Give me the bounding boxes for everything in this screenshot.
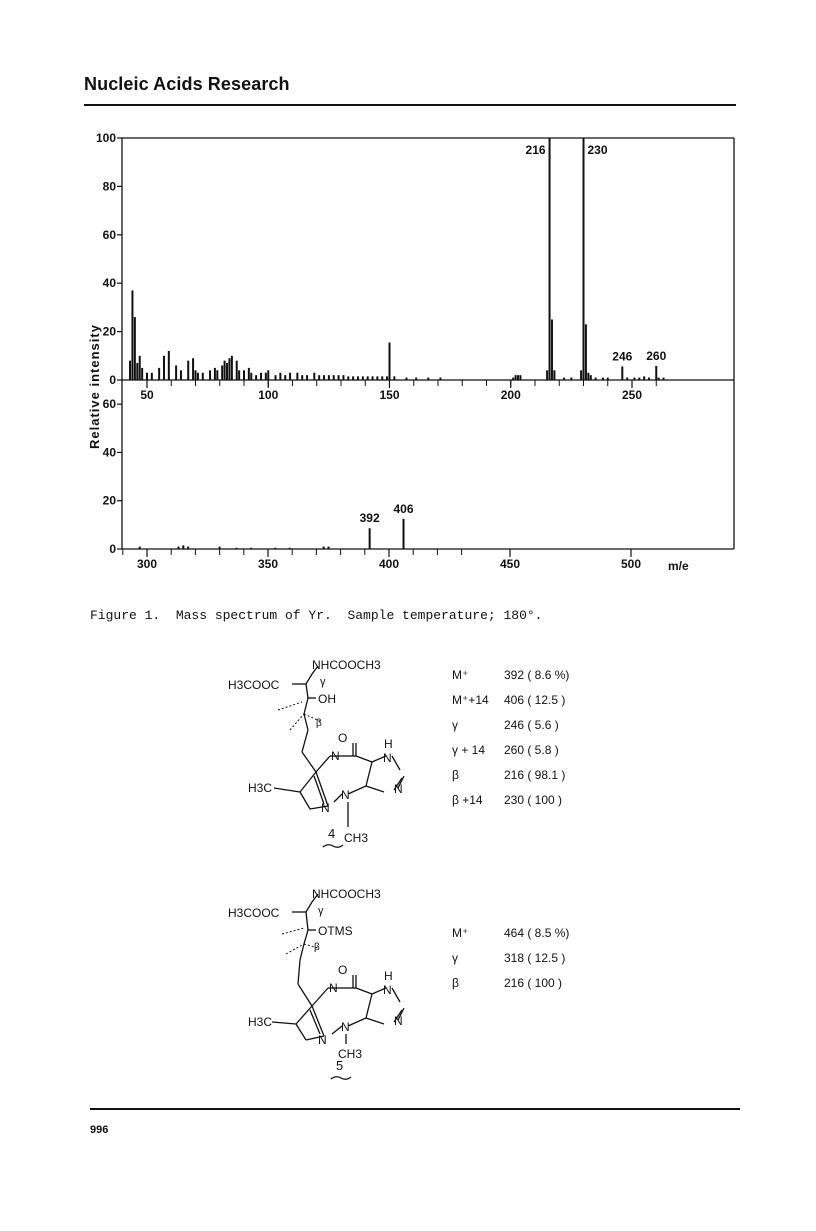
y-tick-label: 20 — [102, 324, 116, 339]
fragment-value: 464 ( 8.5 %) — [504, 926, 570, 940]
nh-label: H — [384, 737, 393, 751]
spectrum-peak — [347, 376, 349, 380]
fragment-ion: γ — [452, 718, 458, 732]
x-axis-label: m/e — [668, 559, 689, 573]
mass-spectrum-figure — [0, 0, 816, 600]
ring-n-label: N — [331, 749, 340, 763]
spectrum-peak — [231, 356, 233, 380]
fragment-value: 260 ( 5.8 ) — [504, 743, 559, 757]
compound-5-structure — [220, 884, 440, 1094]
spectrum-peak — [141, 368, 143, 380]
spectrum-peak — [549, 138, 551, 380]
fragment-value: 392 ( 8.6 %) — [504, 668, 570, 682]
spectrum-peak — [590, 375, 592, 380]
spectrum-peak — [595, 378, 597, 380]
ring-methyl-label: H3C — [248, 1015, 273, 1029]
substituent-label: OH — [318, 692, 336, 706]
spectrum-peak — [265, 373, 267, 380]
fragment-value: 406 ( 12.5 ) — [504, 693, 566, 707]
x-tick-label: 150 — [379, 388, 400, 402]
structure-labels — [228, 887, 403, 1061]
spectrum-peak — [313, 373, 315, 380]
structure-dashes — [282, 928, 318, 954]
fragment-ion: M⁺+14 — [452, 693, 489, 707]
spectrum-peak — [512, 378, 514, 380]
spectrum-peak — [585, 324, 587, 380]
spectrum-peak — [328, 375, 330, 380]
spectrum-peak — [139, 356, 141, 380]
spectrum-peak — [289, 373, 291, 380]
spectrum-peak — [131, 290, 133, 380]
ring-n-label: N — [394, 782, 403, 796]
spectrum-peak — [655, 366, 657, 380]
spectrum-peak — [301, 375, 303, 380]
y-tick-label: 100 — [95, 131, 116, 145]
spectrum-peak — [663, 378, 665, 380]
footer-rule — [90, 1108, 740, 1110]
peak-label: 246 — [612, 349, 633, 364]
spectrum-peak — [195, 370, 197, 380]
spectrum-peak — [243, 370, 245, 380]
ring-n-label: N — [318, 1033, 327, 1047]
spectrum-peak — [163, 356, 165, 380]
y-axis-label: Relative intensity — [87, 324, 102, 449]
spectrum-peak — [357, 376, 359, 380]
spectrum-peak — [151, 373, 153, 380]
spectrum-peak — [439, 378, 441, 380]
underline-tilde — [322, 842, 344, 850]
spectrum-peak — [338, 375, 340, 380]
ring-n-label: N — [341, 1020, 350, 1034]
beta-label: β — [316, 718, 322, 729]
y-tick-label: 40 — [102, 445, 116, 460]
spectrum-frame — [87, 138, 734, 549]
x-tick-label: 200 — [500, 388, 521, 402]
spectrum-peak — [260, 373, 262, 380]
spectrum-peak — [517, 375, 519, 380]
spectrum-peak — [342, 375, 344, 380]
ring-n-label: N — [329, 981, 338, 995]
fragment-ion: γ — [452, 951, 458, 965]
x-tick-label: 350 — [257, 557, 279, 571]
spectrum-peak — [279, 373, 281, 380]
spectrum-peak — [192, 358, 194, 380]
spectrum-peak — [602, 378, 604, 380]
y-tick-label: 60 — [102, 397, 116, 412]
spectrum-peak — [583, 138, 585, 380]
spectrum-peak — [267, 370, 269, 380]
page-number: 996 — [90, 1124, 109, 1136]
spectrum-peak — [553, 370, 555, 380]
spectrum-peak — [274, 548, 276, 549]
y-tick-label: 60 — [102, 227, 116, 242]
spectrum-peak — [219, 547, 221, 549]
spectrum-peak — [139, 547, 141, 549]
spectrum-peak — [607, 378, 609, 380]
spectrum-peak — [570, 378, 572, 380]
spectrum-peak — [367, 376, 369, 380]
spectrum-peak — [633, 378, 635, 380]
fragment-ion: M⁺ — [452, 926, 469, 940]
spectrum-peak — [168, 351, 170, 380]
spectrum-peak — [389, 342, 391, 380]
carbamate-label: NHCOOCH3 — [312, 658, 381, 672]
substituent-label: OTMS — [318, 924, 353, 938]
fragment-value: 230 ( 100 ) — [504, 793, 563, 807]
spectrum-peak — [658, 378, 660, 380]
fragment-value: 216 ( 100 ) — [504, 976, 563, 990]
spectrum-peak — [563, 378, 565, 380]
spectrum-peak — [519, 375, 521, 380]
spectrum-peak — [289, 548, 291, 549]
fragment-ion: β +14 — [452, 793, 483, 807]
fragment-ion: M⁺ — [452, 668, 469, 682]
x-tick-label: 400 — [378, 557, 400, 571]
spectrum-peak — [362, 376, 364, 380]
spectrum-peak — [626, 378, 628, 380]
spectrum-peak — [352, 376, 354, 380]
fragment-value: 246 ( 5.6 ) — [504, 718, 559, 732]
spectrum-peak — [546, 370, 548, 380]
n-methyl-label: CH3 — [338, 1047, 363, 1061]
spectrum-peak — [587, 373, 589, 380]
spectrum-peak — [177, 547, 179, 549]
spectrum-peak — [427, 378, 429, 380]
spectrum-peak — [376, 376, 378, 380]
y-tick-label: 0 — [109, 542, 116, 556]
x-tick-label: 500 — [620, 557, 642, 571]
peak-label: 230 — [587, 143, 608, 157]
fragment-ion: β — [452, 976, 459, 990]
spectrum-peak — [226, 363, 228, 380]
gamma-label: γ — [318, 905, 324, 917]
ring-n-label: N — [394, 1014, 403, 1028]
figure-caption: Figure 1. Mass spectrum of Yr. Sample temperature; 180°. — [90, 608, 543, 623]
y-tick-label: 40 — [102, 276, 116, 291]
peak-label: 216 — [525, 143, 546, 157]
upper-spectrum-panel — [96, 131, 734, 402]
spectrum-peak — [372, 376, 374, 380]
spectrum-peak — [209, 370, 211, 380]
y-tick-label: 20 — [102, 493, 116, 508]
ring-n-label: N — [321, 801, 330, 815]
fragment-ion: γ + 14 — [452, 743, 486, 757]
ester-label: H3COOC — [228, 906, 280, 920]
x-tick-label: 250 — [621, 388, 643, 402]
carbamate-label: NHCOOCH3 — [312, 887, 381, 901]
spectrum-peak — [551, 320, 553, 381]
spectrum-peak — [275, 375, 277, 380]
spectrum-peak — [405, 378, 407, 380]
compound-number-5-label: 5 — [336, 1058, 344, 1073]
spectrum-peak — [638, 378, 640, 380]
spectrum-peak — [248, 368, 250, 380]
spectrum-peak — [284, 375, 286, 380]
y-tick-label: 0 — [109, 373, 116, 387]
spectrum-peak — [323, 547, 325, 549]
peak-label: 392 — [359, 511, 380, 526]
spectrum-peak — [136, 363, 138, 380]
spectrum-peak — [182, 545, 184, 549]
spectrum-peak — [515, 375, 517, 380]
spectrum-peak — [250, 548, 252, 549]
spectrum-peak — [158, 368, 160, 380]
spectrum-peak — [146, 373, 148, 380]
peak-label: 406 — [393, 501, 414, 516]
carbonyl-label: O — [338, 963, 348, 977]
spectrum-peak — [386, 376, 388, 380]
spectrum-peak — [216, 370, 218, 380]
y-tick-label: 80 — [102, 179, 116, 194]
underline-tilde — [330, 1074, 352, 1082]
spectrum-peak — [403, 519, 405, 549]
spectrum-peak — [187, 361, 189, 380]
spectrum-peak — [236, 361, 238, 380]
spectrum-peak — [134, 317, 136, 380]
spectrum-peak — [197, 373, 199, 380]
fragment-value: 216 ( 98.1 ) — [504, 768, 566, 782]
spectrum-peak — [381, 376, 383, 380]
ring-n-label: N — [341, 788, 350, 802]
spectrum-peak — [175, 365, 177, 380]
peak-label: 260 — [646, 348, 667, 363]
spectrum-peak — [306, 375, 308, 380]
spectrum-peak — [643, 376, 645, 380]
beta-label: β — [314, 942, 320, 953]
spectrum-peak — [328, 547, 330, 549]
spectrum-peak — [224, 361, 226, 380]
ring-methyl-label: H3C — [248, 781, 273, 795]
spectrum-peak — [415, 378, 417, 380]
ring-n-label: N — [383, 751, 392, 765]
spectrum-peak — [228, 358, 230, 380]
spectrum-peak — [129, 361, 131, 380]
ring-n-label: N — [383, 983, 392, 997]
spectrum-peak — [333, 375, 335, 380]
x-tick-label: 450 — [499, 557, 521, 571]
n-methyl-label: CH3 — [344, 831, 369, 845]
gamma-label: γ — [320, 676, 326, 688]
spectrum-peak — [369, 528, 371, 549]
fragment-value: 318 ( 12.5 ) — [504, 951, 566, 965]
spectrum-peak — [621, 366, 623, 380]
spectrum-peak — [236, 548, 238, 549]
spectrum-peak — [296, 373, 298, 380]
fragment-ion: β — [452, 768, 459, 782]
structure-labels — [228, 658, 403, 845]
spectrum-peak — [250, 373, 252, 380]
spectrum-peak — [180, 370, 182, 380]
spectrum-peak — [214, 368, 216, 380]
spectrum-peak — [648, 378, 650, 380]
x-tick-label: 50 — [140, 388, 154, 402]
ester-label: H3COOC — [228, 678, 280, 692]
carbonyl-label: O — [338, 731, 348, 745]
spectrum-peak — [318, 375, 320, 380]
x-tick-label: 100 — [258, 388, 279, 402]
spectrum-peak — [323, 375, 325, 380]
compound-number-4-label: 4 — [328, 826, 336, 841]
spectrum-peak — [255, 375, 257, 380]
x-tick-label: 300 — [136, 557, 158, 571]
spectrum-peak — [187, 547, 189, 549]
nh-label: H — [384, 969, 393, 983]
journal-title: Nucleic Acids Research — [84, 74, 290, 94]
spectrum-peak — [393, 376, 395, 380]
spectrum-peak — [221, 365, 223, 380]
spectrum-peak — [580, 370, 582, 380]
spectrum-peak — [202, 373, 204, 380]
spectrum-peak — [238, 370, 240, 380]
lower-spectrum-panel — [103, 397, 734, 573]
